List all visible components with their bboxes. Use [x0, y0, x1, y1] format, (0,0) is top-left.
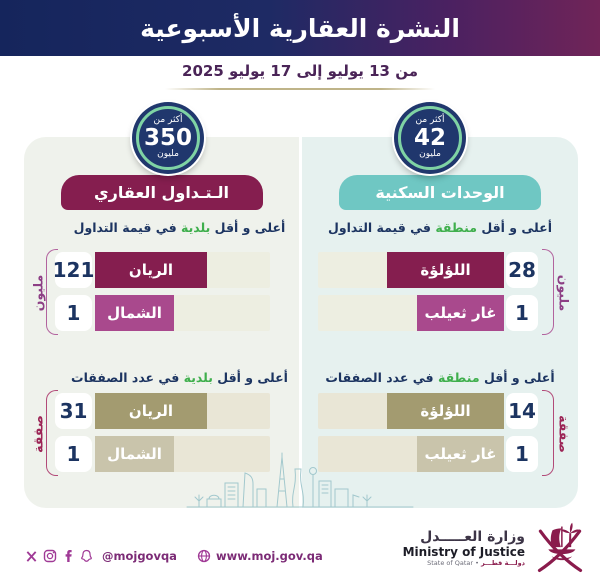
bar-value: 14	[506, 393, 538, 429]
bar-value: 1	[506, 295, 538, 331]
section-title	[302, 370, 578, 385]
bar-fill: اللؤلؤة	[387, 252, 504, 288]
date-range: من 13 يوليو إلى 17 يوليو 2025	[182, 62, 418, 80]
bar-value: 1	[55, 436, 92, 472]
skyline-illustration	[185, 451, 415, 509]
header-band	[0, 0, 600, 56]
title-pre: أعلى و أقل	[217, 370, 288, 385]
bar-fill: غار ثعيلب	[417, 295, 504, 331]
title-pre: أعلى و أقل	[481, 220, 552, 235]
unit-label-deal: صفقة	[556, 415, 572, 453]
snapchat-icon[interactable]	[79, 549, 94, 563]
value-bracket	[542, 249, 554, 335]
title-post: في عدد الصفقات	[71, 370, 180, 385]
section-title	[24, 370, 299, 385]
ministry-subtitle	[403, 559, 525, 567]
title-pre: أعلى و أقل	[214, 220, 286, 235]
gold-divider	[165, 88, 435, 90]
unit-label-million: مليون	[30, 274, 46, 312]
bar-track	[95, 393, 270, 429]
qatar-emblem-icon	[532, 520, 588, 576]
title-highlight: منطقة	[437, 370, 480, 385]
title-post: في قيمة التداول	[73, 220, 177, 235]
ministry-logo	[403, 520, 588, 576]
globe-icon	[197, 549, 211, 563]
badge-unit: مليون	[419, 149, 441, 160]
section-title	[24, 220, 299, 235]
bar-fill: غار ثعيلب	[417, 436, 504, 472]
bar-track	[95, 252, 270, 288]
badge-prefix: أكثر من	[153, 115, 183, 126]
page-title: النشرة العقارية الأسبوعية	[140, 13, 460, 43]
bar-value: 28	[506, 252, 538, 288]
bar-track	[318, 252, 504, 288]
website-url: www.moj.gov.qa	[215, 549, 323, 563]
social-handle[interactable]: @mojgovqa	[102, 549, 177, 563]
bar-fill: الريان	[95, 393, 207, 429]
title-post: في قيمة التداول	[327, 220, 431, 235]
value-bracket	[542, 390, 554, 476]
badge-prefix: أكثر من	[415, 115, 445, 126]
ministry-text	[403, 529, 525, 568]
facebook-icon[interactable]	[62, 549, 74, 563]
bar-track	[95, 295, 270, 331]
title-highlight: بلدية	[181, 220, 211, 235]
badge-value: 42	[413, 124, 446, 151]
title-highlight: منطقة	[435, 220, 477, 235]
badge-unit: مليون	[157, 149, 179, 160]
ministry-subtitle-ar: دولـــة قطـــر	[481, 559, 525, 568]
website-link[interactable]	[197, 549, 323, 563]
badge-value: 350	[143, 124, 192, 151]
section-title	[302, 220, 578, 235]
unit-label-deal: صفقة	[30, 415, 46, 453]
x-twitter-icon[interactable]	[25, 550, 38, 563]
instagram-icon[interactable]	[43, 549, 57, 563]
bar-value: 121	[55, 252, 92, 288]
title-highlight: بلدية	[183, 370, 213, 385]
ministry-name-english: Ministry of Justice	[402, 544, 525, 559]
ministry-subtitle-en: State of Qatar •	[427, 559, 479, 568]
bar-fill: الشمال	[95, 295, 174, 331]
unit-label-million: مليون	[556, 274, 572, 312]
bar-track	[318, 295, 504, 331]
bar-value: 1	[55, 295, 92, 331]
total-housing-badge	[394, 102, 466, 174]
bar-fill: اللؤلؤة	[387, 393, 504, 429]
social-links	[25, 549, 323, 563]
panel-header-trading: الـتـداول العقاري	[61, 175, 263, 210]
title-pre: أعلى و أقل	[483, 370, 555, 385]
bar-fill: الريان	[95, 252, 207, 288]
bar-track	[318, 393, 504, 429]
title-post: في عدد الصفقات	[325, 370, 434, 385]
ministry-name-arabic: وزارة العـــــدل	[420, 528, 525, 545]
panel-header-housing: الوحدات السكنية	[339, 175, 541, 210]
bar-fill: الشمال	[95, 436, 174, 472]
bar-value: 31	[55, 393, 92, 429]
bar-value: 1	[506, 436, 538, 472]
total-trading-badge	[132, 102, 204, 174]
